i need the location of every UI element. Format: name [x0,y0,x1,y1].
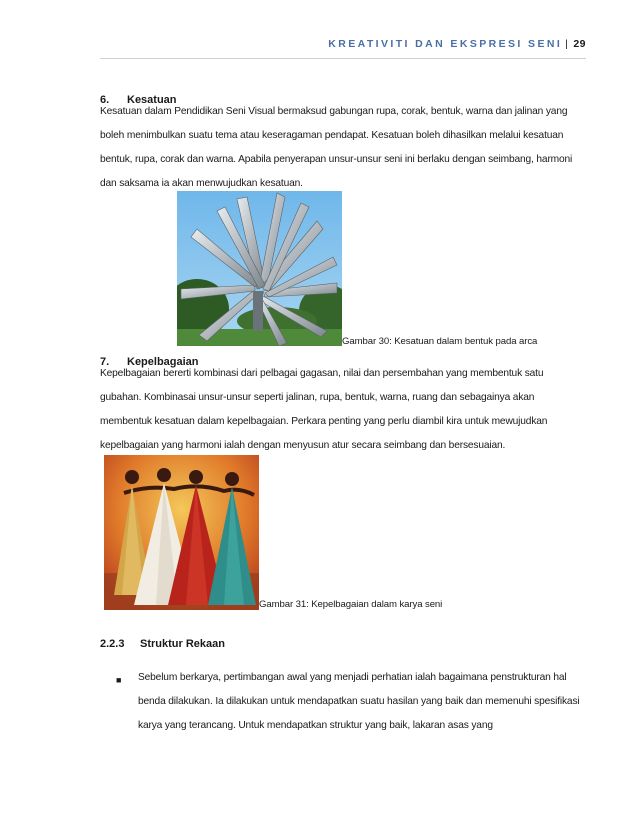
section-2-2-3-number: 2.2.3 [100,638,125,650]
section-6-paragraph: Kesatuan dalam Pendidikan Seni Visual bermaksud gabungan rupa, corak, bentuk, warna dan jalinan yang boleh menimbulkan suatu tema atau keseragaman pendapat. Kesatuan boleh dihasilkan melalui kesatuan bentuk, rupa, corak dan warna. Apabila penyerapan unsur-unsur seni ini berlaku dengan seimbang, harmoni dan saksama ia akan menwujudkan kesatuan. [100,106,573,189]
header-rule [100,58,586,59]
sculpture-illustration [177,191,342,346]
figure-30-caption: Gambar 30: Kesatuan dalam bentuk pada arca [342,336,538,347]
section-2-2-3-title: Struktur Rekaan [140,638,225,650]
header-title: KREATIVITI DAN EKSPRESI SENI [328,38,563,50]
header-separator: | [565,38,571,50]
bullet-paragraph: Sebelum berkarya, pertimbangan awal yang menjadi perhatian ialah bagaimana penstrukturan hal benda dilakukan. Ia dilakukan untuk mendapatkan suatu hasilan yang baik dan memenuhi spesifikasi karya yang terancang. Untuk mendapatkan struktur yang baik, lakaran asas yang [138,672,580,731]
dancing-women-illustration [104,455,259,610]
section-7-number: 7. [100,356,110,368]
artwork-painting [104,455,259,610]
section-2-2-3-heading [100,638,225,650]
section-7-paragraph: Kepelbagaian bererti kombinasi dari pelbagai gagasan, nilai dan persembahan yang membentuk satu gubahan. Kombinasai unsur-unsur seperti jalinan, rupa, bentuk, warna, ruang dan sebagainya akan membentuk kesatuan dalam kepelbagaian. Perkara penting yang perlu diambil kira untuk mewujudkan kepelbagaian yang harmoni ialah dengan menyusun atur secara seimbang dan bersesuaian. [100,368,548,451]
figure-31-caption: Gambar 31: Kepelbagaian dalam karya seni [259,599,443,610]
section-6-number: 6. [100,94,110,106]
page-number: 29 [573,38,586,50]
section-6-title: Kesatuan [127,94,177,106]
section-7-title: Kepelbagaian [127,356,199,368]
bullet-square-icon: ■ [116,675,122,685]
running-header [328,38,586,50]
sculpture-photo [177,191,342,346]
